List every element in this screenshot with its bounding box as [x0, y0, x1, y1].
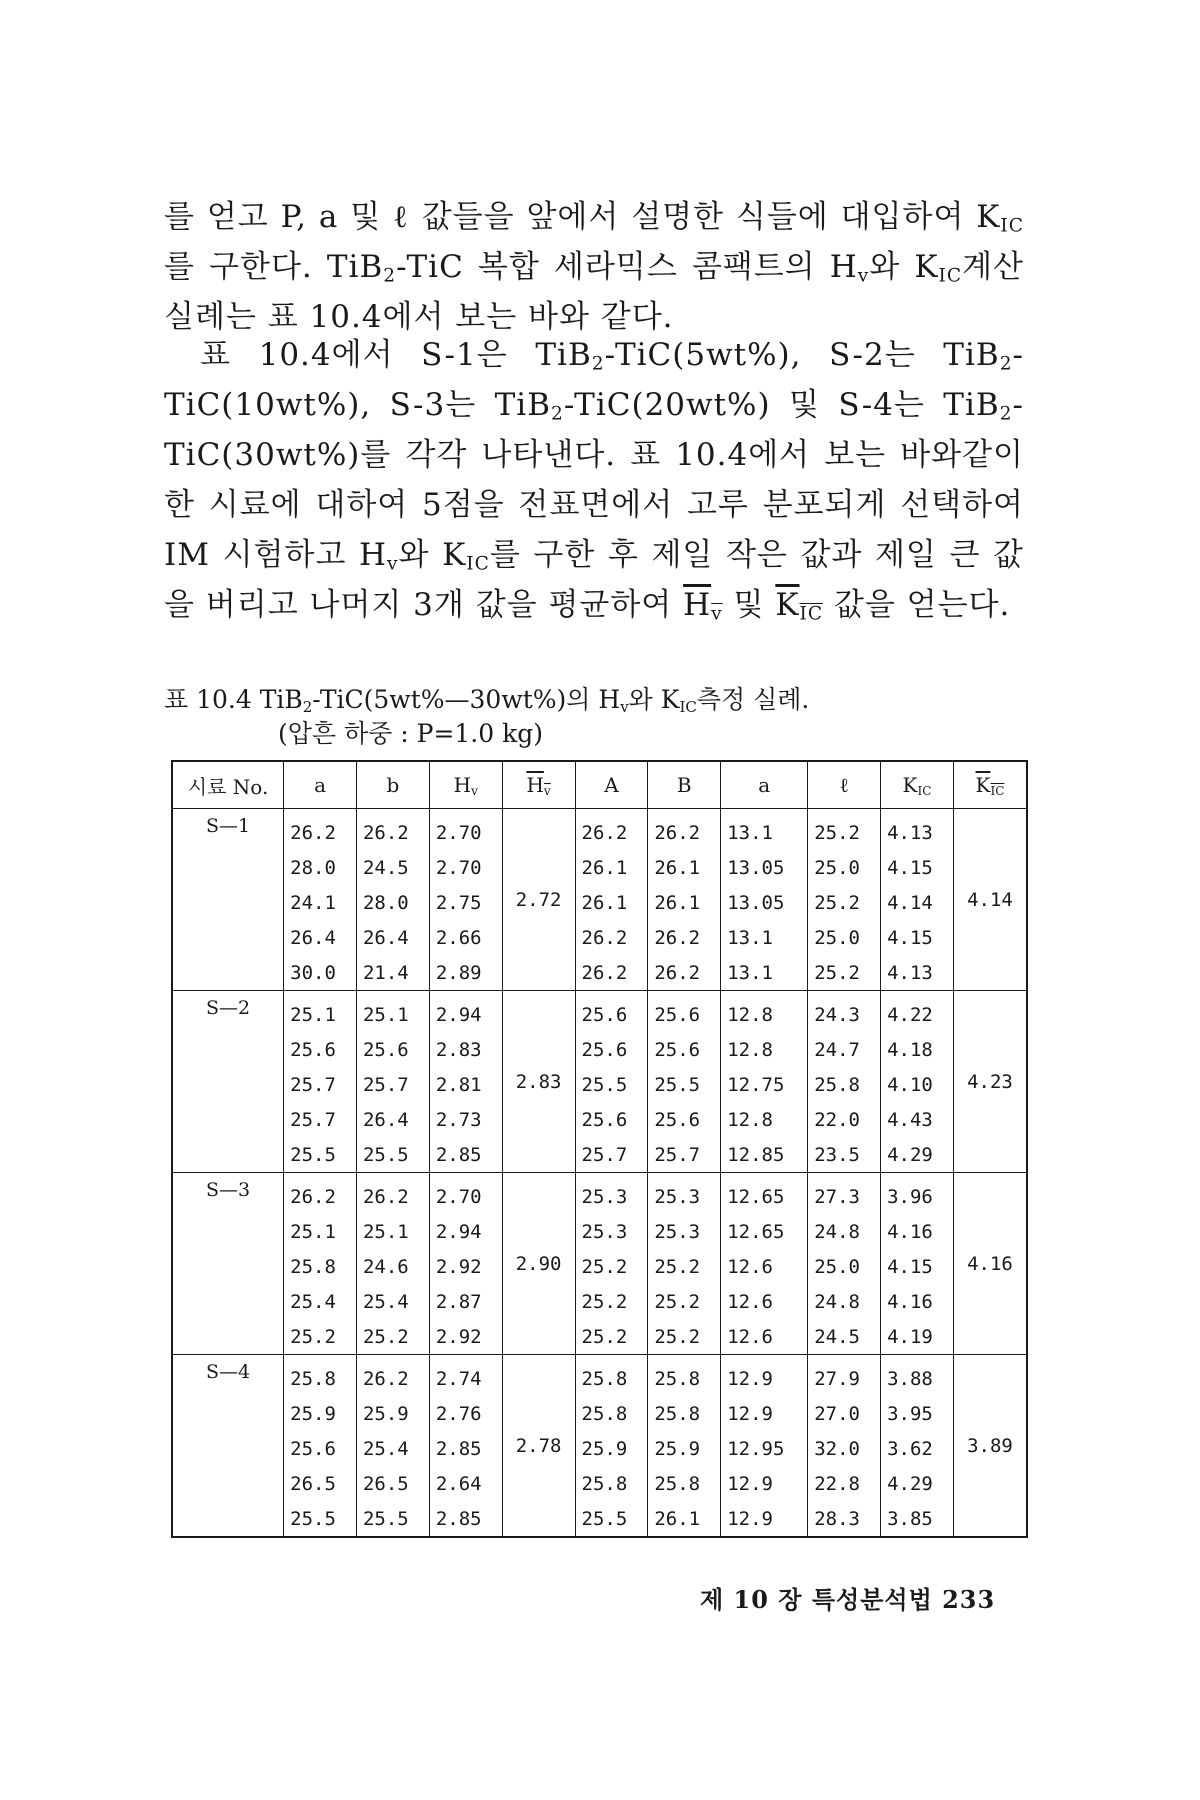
cell-kic: 4.14	[881, 885, 954, 920]
cell-a: 25.7	[284, 1102, 357, 1137]
table-row	[172, 1214, 1027, 1249]
paragraph-1: 를 얻고 P, a 및 ℓ 값들을 앞에서 설명한 식들에 대입하여 $K_{IC}$를 구한다. TiB$_2$-TiC 복합 세라믹스 콤팩트의 $H_v$와 $K_{IC}$계산 실례는 표 10.4에서 보는 바와 같다.	[164, 199, 1025, 335]
cell-a2: 13.1	[721, 955, 808, 991]
cell-hv: 2.70	[429, 809, 502, 851]
cell-kic: 3.85	[881, 1501, 954, 1537]
header-kic-avg: $\overline{K}_{\overline{IC}}$	[953, 761, 1027, 809]
cell-B: 26.2	[648, 920, 721, 955]
cell-kic: 3.96	[881, 1173, 954, 1215]
cell-B: 26.1	[648, 1501, 721, 1537]
cell-b: 28.0	[356, 885, 429, 920]
cell-l: 25.2	[808, 809, 881, 851]
cell-kic: 4.10	[881, 1067, 954, 1102]
cell-B: 25.6	[648, 1102, 721, 1137]
cell-a: 25.4	[284, 1284, 357, 1319]
cell-B: 26.2	[648, 955, 721, 991]
cell-A: 25.5	[575, 1067, 648, 1102]
header-hv: $H_v$	[429, 761, 502, 809]
cell-A: 25.7	[575, 1137, 648, 1173]
cell-B: 25.7	[648, 1137, 721, 1173]
cell-a2: 12.9	[721, 1355, 808, 1397]
table-caption-load: (압흔 하중 : P=1.0 kg)	[278, 719, 543, 748]
cell-hv: 2.75	[429, 885, 502, 920]
table-header-row	[172, 761, 1027, 809]
header-hv-avg: $\overline{H}_{\overline{v}}$	[502, 761, 575, 809]
cell-a: 25.1	[284, 991, 357, 1033]
cell-a: 25.5	[284, 1137, 357, 1173]
table-row	[172, 1032, 1027, 1067]
header-l: ℓ	[808, 761, 881, 809]
cell-l: 28.3	[808, 1501, 881, 1537]
cell-hv: 2.66	[429, 920, 502, 955]
table-row	[172, 850, 1027, 885]
cell-hv-avg: 2.72	[502, 809, 575, 991]
cell-l: 24.3	[808, 991, 881, 1033]
table-row	[172, 1249, 1027, 1284]
table-row	[172, 1173, 1027, 1215]
cell-hv: 2.87	[429, 1284, 502, 1319]
cell-B: 26.2	[648, 809, 721, 851]
cell-l: 24.8	[808, 1284, 881, 1319]
header-B: B	[648, 761, 721, 809]
cell-A: 26.2	[575, 955, 648, 991]
cell-kic: 4.13	[881, 809, 954, 851]
cell-kic: 4.43	[881, 1102, 954, 1137]
cell-l: 32.0	[808, 1431, 881, 1466]
cell-a: 25.9	[284, 1396, 357, 1431]
cell-B: 25.9	[648, 1431, 721, 1466]
cell-l: 25.0	[808, 1249, 881, 1284]
cell-a2: 13.05	[721, 850, 808, 885]
cell-a: 30.0	[284, 955, 357, 991]
cell-B: 25.8	[648, 1396, 721, 1431]
sample-label: S—1	[172, 809, 284, 991]
cell-a: 25.7	[284, 1067, 357, 1102]
cell-l: 22.8	[808, 1466, 881, 1501]
cell-B: 25.3	[648, 1173, 721, 1215]
cell-a: 25.8	[284, 1249, 357, 1284]
cell-B: 25.3	[648, 1214, 721, 1249]
cell-A: 25.8	[575, 1355, 648, 1397]
cell-b: 25.6	[356, 1032, 429, 1067]
cell-a2: 12.8	[721, 991, 808, 1033]
cell-b: 25.7	[356, 1067, 429, 1102]
cell-l: 27.0	[808, 1396, 881, 1431]
cell-hv: 2.70	[429, 850, 502, 885]
cell-b: 26.2	[356, 1173, 429, 1215]
table-row	[172, 1431, 1027, 1466]
cell-kic: 4.22	[881, 991, 954, 1033]
table-row	[172, 885, 1027, 920]
cell-a: 25.1	[284, 1214, 357, 1249]
cell-B: 25.6	[648, 991, 721, 1033]
cell-B: 25.2	[648, 1284, 721, 1319]
cell-a: 24.1	[284, 885, 357, 920]
cell-hv: 2.92	[429, 1319, 502, 1355]
cell-A: 26.1	[575, 850, 648, 885]
cell-a: 25.6	[284, 1431, 357, 1466]
cell-b: 26.2	[356, 1355, 429, 1397]
cell-A: 25.6	[575, 1032, 648, 1067]
cell-l: 25.2	[808, 885, 881, 920]
cell-a2: 13.05	[721, 885, 808, 920]
cell-b: 26.2	[356, 809, 429, 851]
cell-a2: 12.8	[721, 1032, 808, 1067]
cell-a2: 12.85	[721, 1137, 808, 1173]
cell-l: 27.3	[808, 1173, 881, 1215]
cell-l: 25.0	[808, 920, 881, 955]
cell-b: 26.4	[356, 1102, 429, 1137]
header-A: A	[575, 761, 648, 809]
table-row	[172, 809, 1027, 851]
cell-a2: 12.6	[721, 1319, 808, 1355]
table-row	[172, 1137, 1027, 1173]
cell-a2: 12.65	[721, 1214, 808, 1249]
cell-b: 24.6	[356, 1249, 429, 1284]
cell-A: 25.3	[575, 1173, 648, 1215]
cell-A: 26.1	[575, 885, 648, 920]
cell-hv-avg: 2.90	[502, 1173, 575, 1355]
cell-kic: 3.62	[881, 1431, 954, 1466]
header-b: b	[356, 761, 429, 809]
cell-a2: 12.65	[721, 1173, 808, 1215]
cell-b: 25.4	[356, 1284, 429, 1319]
cell-kic: 4.15	[881, 850, 954, 885]
table-row	[172, 1501, 1027, 1537]
sample-label: S—4	[172, 1355, 284, 1538]
cell-a2: 13.1	[721, 920, 808, 955]
cell-kic: 3.95	[881, 1396, 954, 1431]
cell-kic: 4.16	[881, 1284, 954, 1319]
cell-l: 23.5	[808, 1137, 881, 1173]
cell-b: 25.9	[356, 1396, 429, 1431]
cell-l: 24.8	[808, 1214, 881, 1249]
cell-hv: 2.85	[429, 1137, 502, 1173]
sample-label: S—2	[172, 991, 284, 1173]
cell-A: 26.2	[575, 920, 648, 955]
cell-kic: 4.15	[881, 1249, 954, 1284]
cell-b: 24.5	[356, 850, 429, 885]
cell-hv-avg: 2.78	[502, 1355, 575, 1538]
cell-b: 26.4	[356, 920, 429, 955]
measurement-table	[171, 760, 1028, 1538]
cell-hv: 2.92	[429, 1249, 502, 1284]
cell-l: 25.8	[808, 1067, 881, 1102]
table-row	[172, 920, 1027, 955]
header-a: a	[284, 761, 357, 809]
table-row	[172, 1396, 1027, 1431]
cell-b: 25.1	[356, 991, 429, 1033]
cell-hv: 2.89	[429, 955, 502, 991]
cell-a2: 12.75	[721, 1067, 808, 1102]
cell-hv: 2.85	[429, 1431, 502, 1466]
cell-a2: 12.8	[721, 1102, 808, 1137]
cell-kic: 4.29	[881, 1137, 954, 1173]
cell-hv: 2.74	[429, 1355, 502, 1397]
cell-kic-avg: 4.16	[953, 1173, 1027, 1355]
cell-l: 24.7	[808, 1032, 881, 1067]
cell-A: 25.5	[575, 1501, 648, 1537]
cell-a2: 12.9	[721, 1396, 808, 1431]
cell-a2: 12.6	[721, 1284, 808, 1319]
cell-b: 25.5	[356, 1501, 429, 1537]
cell-b: 25.1	[356, 1214, 429, 1249]
cell-a2: 12.9	[721, 1501, 808, 1537]
cell-B: 25.2	[648, 1319, 721, 1355]
table-caption: 표 10.4 TiB$_2$-TiC(5wt%—30wt%)의 $H_v$와 $K_{IC}$측정 실례.	[164, 685, 810, 716]
cell-a: 26.2	[284, 809, 357, 851]
table-row	[172, 1284, 1027, 1319]
cell-b: 25.5	[356, 1137, 429, 1173]
cell-kic: 4.18	[881, 1032, 954, 1067]
cell-B: 25.2	[648, 1249, 721, 1284]
table-row	[172, 1466, 1027, 1501]
cell-A: 25.3	[575, 1214, 648, 1249]
cell-A: 25.9	[575, 1431, 648, 1466]
cell-a: 26.4	[284, 920, 357, 955]
cell-l: 27.9	[808, 1355, 881, 1397]
cell-A: 25.2	[575, 1249, 648, 1284]
cell-hv: 2.70	[429, 1173, 502, 1215]
cell-b: 26.5	[356, 1466, 429, 1501]
cell-A: 25.2	[575, 1284, 648, 1319]
table-row	[172, 1319, 1027, 1355]
cell-A: 25.8	[575, 1396, 648, 1431]
cell-B: 25.8	[648, 1355, 721, 1397]
cell-A: 25.6	[575, 991, 648, 1033]
table-row	[172, 1355, 1027, 1397]
cell-l: 25.2	[808, 955, 881, 991]
cell-kic: 4.13	[881, 955, 954, 991]
table-row	[172, 991, 1027, 1033]
cell-a: 25.8	[284, 1355, 357, 1397]
header-a2: a	[721, 761, 808, 809]
cell-a: 26.5	[284, 1466, 357, 1501]
cell-A: 25.2	[575, 1319, 648, 1355]
cell-hv: 2.85	[429, 1501, 502, 1537]
header-kic: $K_{IC}$	[881, 761, 954, 809]
cell-a: 28.0	[284, 850, 357, 885]
cell-b: 21.4	[356, 955, 429, 991]
cell-a2: 12.9	[721, 1466, 808, 1501]
cell-A: 25.6	[575, 1102, 648, 1137]
cell-kic-avg: 4.23	[953, 991, 1027, 1173]
cell-kic-avg: 3.89	[953, 1355, 1027, 1538]
cell-B: 26.1	[648, 885, 721, 920]
cell-A: 25.8	[575, 1466, 648, 1501]
cell-A: 26.2	[575, 809, 648, 851]
cell-B: 25.5	[648, 1067, 721, 1102]
cell-hv: 2.83	[429, 1032, 502, 1067]
cell-a: 26.2	[284, 1173, 357, 1215]
cell-kic: 4.16	[881, 1214, 954, 1249]
cell-hv: 2.76	[429, 1396, 502, 1431]
cell-b: 25.2	[356, 1319, 429, 1355]
cell-a2: 13.1	[721, 809, 808, 851]
cell-l: 24.5	[808, 1319, 881, 1355]
cell-hv: 2.81	[429, 1067, 502, 1102]
cell-hv: 2.94	[429, 1214, 502, 1249]
table-row	[172, 1102, 1027, 1137]
cell-B: 25.6	[648, 1032, 721, 1067]
cell-hv-avg: 2.83	[502, 991, 575, 1173]
cell-b: 25.4	[356, 1431, 429, 1466]
page-footer: 제 10 장 특성분석법 233	[700, 1585, 996, 1614]
table-row	[172, 1067, 1027, 1102]
table-row	[172, 955, 1027, 991]
cell-a: 25.5	[284, 1501, 357, 1537]
cell-kic: 3.88	[881, 1355, 954, 1397]
cell-kic: 4.15	[881, 920, 954, 955]
cell-l: 22.0	[808, 1102, 881, 1137]
sample-label: S—3	[172, 1173, 284, 1355]
cell-kic: 4.19	[881, 1319, 954, 1355]
cell-kic-avg: 4.14	[953, 809, 1027, 991]
cell-kic: 4.29	[881, 1466, 954, 1501]
cell-a: 25.6	[284, 1032, 357, 1067]
header-sample: 시료 No.	[172, 761, 284, 809]
cell-B: 25.8	[648, 1466, 721, 1501]
cell-hv: 2.73	[429, 1102, 502, 1137]
cell-a2: 12.95	[721, 1431, 808, 1466]
cell-hv: 2.94	[429, 991, 502, 1033]
cell-a2: 12.6	[721, 1249, 808, 1284]
cell-l: 25.0	[808, 850, 881, 885]
cell-hv: 2.64	[429, 1466, 502, 1501]
cell-B: 26.1	[648, 850, 721, 885]
table-body	[172, 809, 1027, 1538]
cell-a: 25.2	[284, 1319, 357, 1355]
paragraph-2: 표 10.4에서 S-1은 TiB$_2$-TiC(5wt%), S-2는 TiB$_2$-TiC(10wt%), S-3는 TiB$_2$-TiC(20wt%) 및 S-4는 TiB$_2$-TiC(30wt%)를 각각 나타낸다. 표 10.4에서 보는 바와같이 한 시료에 대하여 5점을 전표면에서 고루 분포되게 선택하여 IM 시험하고 $H_v$와 $K_{IC}$를 구한 후 제일 작은 값과 제일 큰 값을 버리고 나머지 3개 값을 평균하여 $\overline{H}_{\overline{v}}$ 및 $\overline{K}_{\overline{IC}}$ 값을 얻는다.	[164, 337, 1025, 625]
